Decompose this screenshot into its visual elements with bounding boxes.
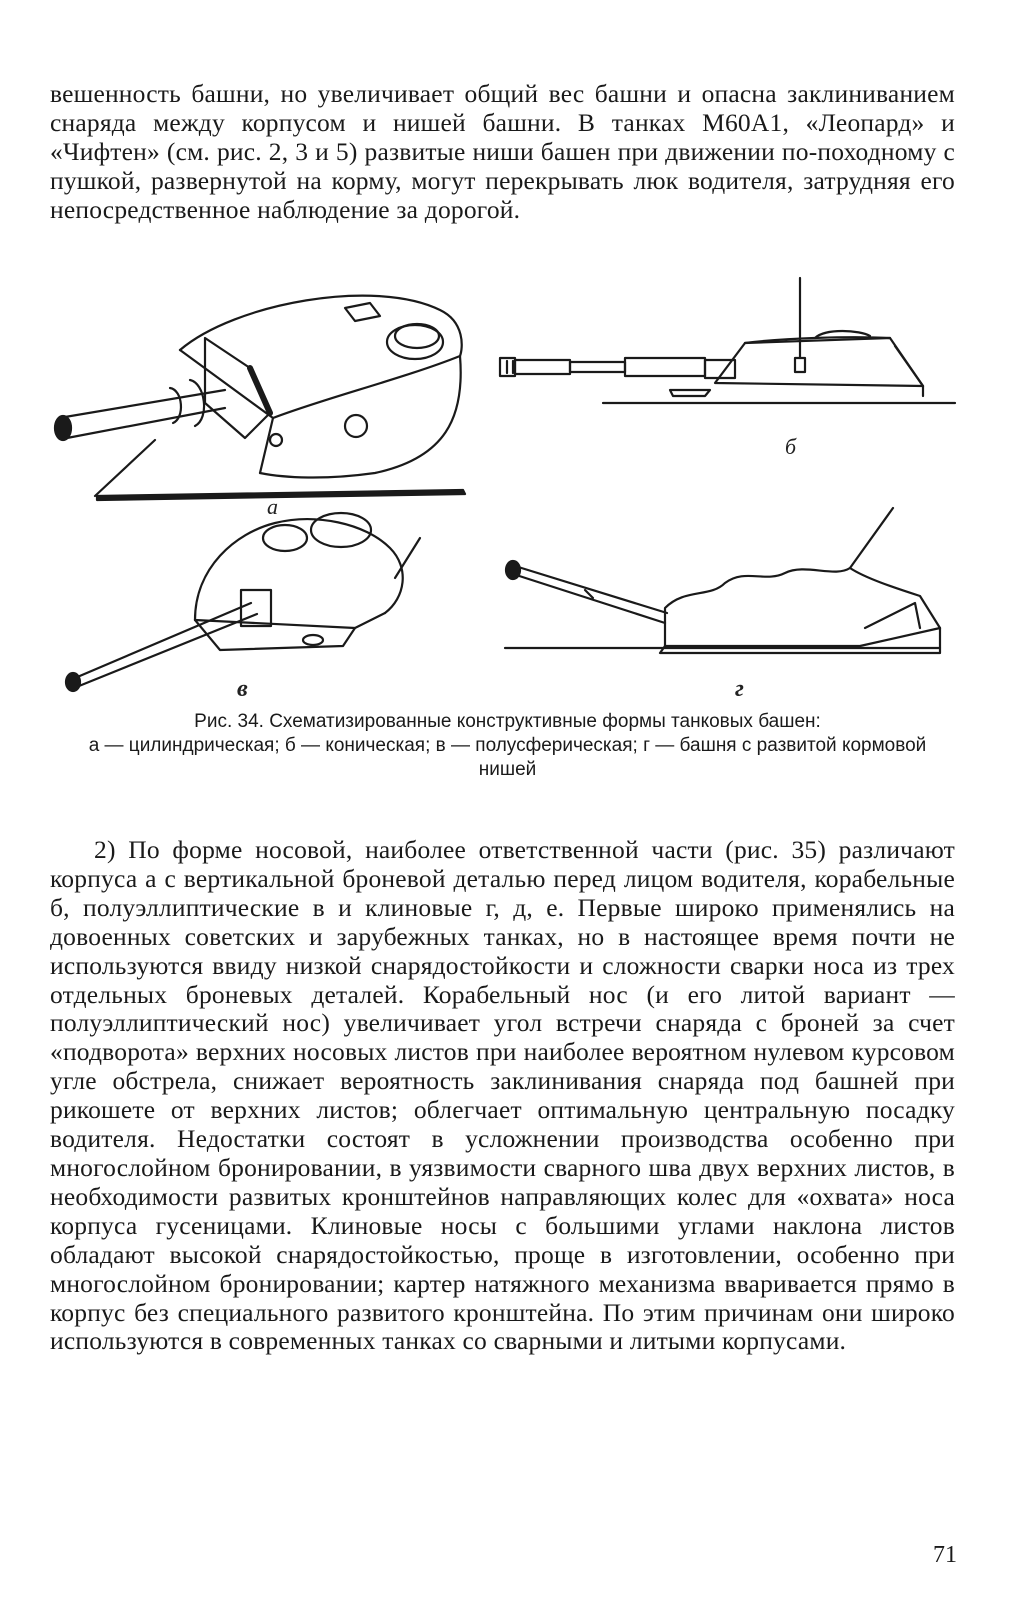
- label-b: б: [785, 434, 797, 459]
- caption-legend: а — цилиндрическая; б — коническая; в — полусферическая; г — башня с развитой кормовой нишей: [88, 735, 927, 780]
- turret-cylindrical-drawing: [55, 296, 465, 500]
- figure-caption: [60, 710, 955, 782]
- label-v: в: [237, 676, 248, 702]
- paragraph-main: 2) По форме носовой, наиболее ответственной части (рис. 35) различают корпуса а с вертикальной броневой деталью перед лицом водителя, корабельные б, полуэллиптические в и клиновые г, д, е. Первые широко применялись на довоенных советских и зарубежных танках, но в настоящее время почти не используются ввиду низкой снарядостойкости и сложности сварки носа из трех отдельных броневых деталей. Корабельный нос (и его литой вариант — полуэллиптический нос) увеличивает угол встречи снаряда с броней за счет «подворота» верхних носовых листов при наиболее вероятном нулевом курсовом угле обстрела, снижает вероятность заклинивания снаряда под башней при рикошете от верхних листов; облегчает оптимальную центральную посадку водителя. Недостатки состоят в усложнении производства особенно при многослойном бронировании, в уязвимости сварного шва двух верхних листов, в необходимости развитых кронштейнов направляющих колес для «охвата» носа корпуса гусеницами. Клиновые носы с большими углами наклона листов обладают высокой снарядостойкостью, проще в изготовлении, особенно при многослойном бронировании; картер натяжного механизма вваривается прямо в корпус без специального развитого кронштейна. По этим причинам они широко используются в современных танках со сварными и литыми корпусами.: [50, 835, 955, 1356]
- label-a: а: [267, 494, 278, 519]
- label-g: г: [735, 676, 744, 702]
- figure-34: [45, 268, 990, 708]
- page-number: 71: [933, 1542, 957, 1568]
- turret-bustle-drawing: [505, 508, 940, 653]
- paragraph-top: вешенность башни, но увеличивает общий вес башни и опасна заклиниванием снаряда между корпусом и нишей башни. В танках M60A1, «Леопард» и «Чифтен» (см. рис. 2, 3 и 5) развитые ниши башен при движении по-походному с пушкой, развернутой на корму, могут перекрывать люк водителя, затрудняя его непосредственное наблюдение за дорогой.: [50, 79, 955, 224]
- turret-drawings: [45, 268, 990, 708]
- caption-title: Рис. 34. Схематизированные конструктивные формы танковых башен:: [194, 711, 821, 732]
- turret-conical-drawing: [500, 278, 955, 403]
- turret-hemispherical-drawing: [66, 513, 420, 691]
